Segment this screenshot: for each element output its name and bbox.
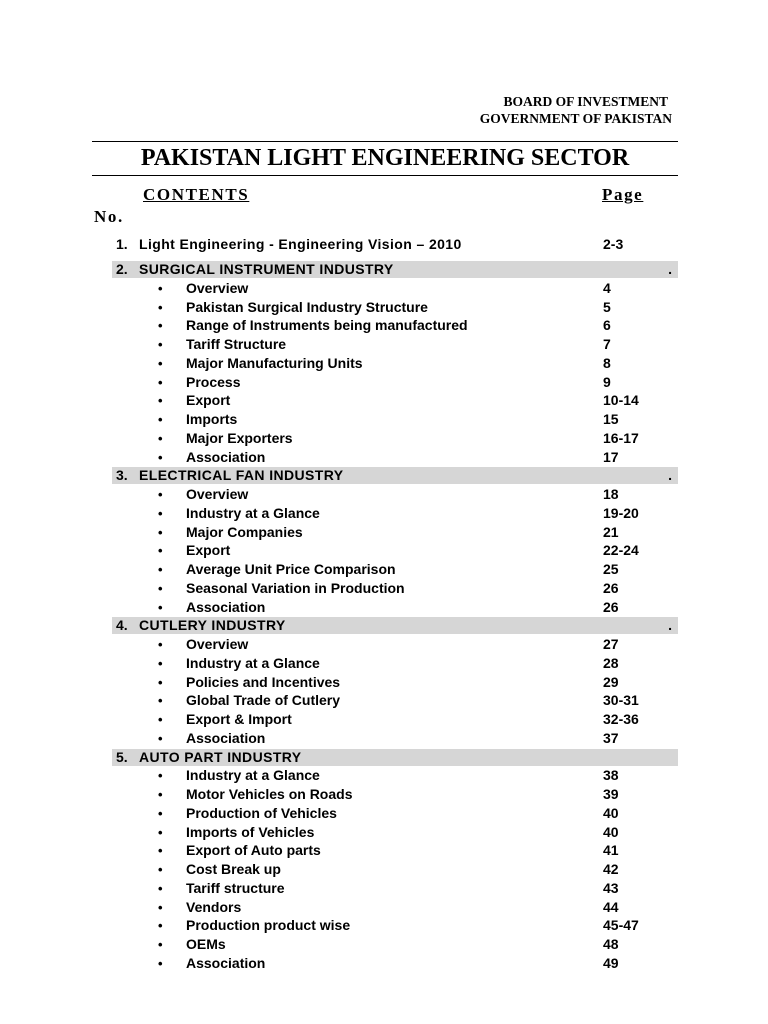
toc-section-row xyxy=(112,749,678,766)
toc-item-page: 41 xyxy=(603,842,619,859)
page-heading: Page xyxy=(602,185,644,204)
toc-item-page: 19-20 xyxy=(603,504,639,521)
toc-item-page: 42 xyxy=(603,861,619,877)
toc-item-page: 10-14 xyxy=(603,392,639,409)
toc-item-row xyxy=(112,767,678,784)
toc-item-label: Export xyxy=(186,392,231,409)
toc-item-page: 40 xyxy=(603,823,619,840)
toc-item-page: 7 xyxy=(603,336,611,352)
bullet-icon: • xyxy=(158,637,163,652)
toc-item-row xyxy=(112,411,678,428)
toc-item-row xyxy=(112,655,678,672)
page-title: PAKISTAN LIGHT ENGINEERING SECTOR xyxy=(140,145,630,171)
toc-item-label: Export of Auto parts xyxy=(186,842,321,859)
section-number: 1. xyxy=(116,236,128,252)
toc-item-row xyxy=(112,430,678,447)
toc-item-row xyxy=(112,336,678,353)
toc-item-label: Global Trade of Cutlery xyxy=(186,692,341,709)
toc-item-row xyxy=(112,486,678,503)
toc-item-page: 26 xyxy=(603,579,619,596)
section-number: 3. xyxy=(116,467,128,484)
toc-item-label: Process xyxy=(186,373,241,390)
toc-item-label: Major Exporters xyxy=(186,429,293,446)
bullet-icon: • xyxy=(158,543,163,559)
toc-item-page: 6 xyxy=(603,317,611,334)
toc-item-label: Export xyxy=(186,542,231,559)
toc-item-page: 28 xyxy=(603,654,619,671)
toc-item-page: 4 xyxy=(603,279,611,296)
toc-item-page: 8 xyxy=(603,354,611,371)
toc-item-label: Average Unit Price Comparison xyxy=(186,561,396,577)
toc-item-label: Imports of Vehicles xyxy=(186,823,315,840)
toc-item-label: Association xyxy=(186,954,266,971)
toc-item-page: 9 xyxy=(603,373,611,390)
bullet-icon: • xyxy=(158,674,163,690)
toc-item-row xyxy=(112,880,678,897)
org-line-2: GOVERNMENT OF PAKISTAN xyxy=(479,111,672,126)
bullet-icon: • xyxy=(158,862,163,877)
section-title: SURGICAL INSTRUMENT INDUSTRY xyxy=(139,261,394,277)
toc-item-row xyxy=(112,542,678,559)
bullet-icon: • xyxy=(158,487,163,502)
section-title: Light Engineering - Engineering Vision – 2010 xyxy=(139,236,462,252)
toc-item-label: Production product wise xyxy=(186,917,351,934)
toc-item-page: 49 xyxy=(603,954,619,971)
toc-item-row xyxy=(112,917,678,934)
toc-item-row xyxy=(112,317,678,334)
toc-item-label: Motor Vehicles on Roads xyxy=(186,786,353,802)
number-heading: No. xyxy=(94,207,124,226)
section-number: 4. xyxy=(116,617,128,634)
toc-item-page: 18 xyxy=(603,486,619,502)
toc-item-label: Major Companies xyxy=(186,523,303,540)
toc-item-page: 21 xyxy=(603,523,619,540)
toc-item-page: 44 xyxy=(603,898,619,915)
section-number: 2. xyxy=(116,261,128,277)
toc-item-row xyxy=(112,861,678,878)
toc-section-row xyxy=(112,617,678,634)
toc-item-row xyxy=(112,299,678,316)
toc-item-label: Overview xyxy=(186,486,249,502)
toc-item-label: Pakistan Surgical Industry Structure xyxy=(186,298,428,315)
toc-item-row xyxy=(112,449,678,466)
toc-item-row xyxy=(112,692,678,709)
bullet-icon: • xyxy=(158,505,163,521)
toc-item-label: Range of Instruments being manufactured xyxy=(186,317,468,334)
bullet-icon: • xyxy=(158,599,163,615)
toc-item-page: 43 xyxy=(603,879,619,896)
section-page: . xyxy=(668,261,672,277)
bullet-icon: • xyxy=(158,768,163,784)
bullet-icon: • xyxy=(158,824,163,840)
toc-item-row xyxy=(112,899,678,916)
toc-item-label: Policies and Incentives xyxy=(186,673,341,690)
toc-item-label: Association xyxy=(186,729,266,746)
section-page: 2-3 xyxy=(603,236,624,252)
bullet-icon: • xyxy=(158,899,163,915)
toc-item-row xyxy=(112,580,678,597)
contents-heading: CONTENTS xyxy=(143,185,250,204)
toc-item-label: Overview xyxy=(186,279,249,296)
bullet-icon: • xyxy=(158,805,163,821)
toc-item-page: 26 xyxy=(603,598,619,615)
section-page: . xyxy=(668,467,672,484)
toc-item-label: Imports xyxy=(186,411,238,427)
toc-item-page: 25 xyxy=(603,561,619,577)
toc-item-label: Industry at a Glance xyxy=(186,767,320,784)
bullet-icon: • xyxy=(158,712,163,727)
toc-item-row xyxy=(112,805,678,822)
toc-item-label: Industry at a Glance xyxy=(186,654,320,671)
toc-item-row xyxy=(112,524,678,541)
toc-item-page: 45-47 xyxy=(603,917,639,934)
toc-item-label: Vendors xyxy=(186,898,242,915)
org-line-1: BOARD OF INVESTMENT xyxy=(503,94,668,109)
toc-item-row xyxy=(112,636,678,653)
section-title: ELECTRICAL FAN INDUSTRY xyxy=(139,467,344,484)
toc-item-row xyxy=(112,674,678,691)
toc-item-row xyxy=(112,730,678,747)
section-title: CUTLERY INDUSTRY xyxy=(139,617,286,634)
bullet-icon: • xyxy=(158,937,163,952)
section-page: . xyxy=(668,617,672,634)
toc-item-page: 5 xyxy=(603,298,611,315)
toc-item-row xyxy=(112,355,678,372)
toc-item-label: OEMs xyxy=(186,936,226,952)
toc-item-label: Association xyxy=(186,448,266,465)
toc-item-row xyxy=(112,374,678,391)
toc-item-row xyxy=(112,280,678,297)
toc-item-page: 38 xyxy=(603,767,619,784)
toc-section-row xyxy=(112,261,678,278)
toc-section-row xyxy=(112,236,678,253)
toc-item-page: 29 xyxy=(603,673,619,690)
toc-item-page: 39 xyxy=(603,786,619,802)
toc-item-row xyxy=(112,392,678,409)
toc-section-row xyxy=(112,467,678,484)
toc-item-label: Tariff structure xyxy=(186,879,285,896)
bullet-icon: • xyxy=(158,355,163,371)
bullet-icon: • xyxy=(158,655,163,671)
toc-item-page: 27 xyxy=(603,636,619,652)
toc-item-row xyxy=(112,955,678,972)
toc-item-page: 32-36 xyxy=(603,711,639,727)
toc-item-page: 40 xyxy=(603,804,619,821)
bullet-icon: • xyxy=(158,843,163,859)
toc-item-row xyxy=(112,505,678,522)
bullet-icon: • xyxy=(158,580,163,596)
bullet-icon: • xyxy=(158,299,163,315)
toc-item-label: Export & Import xyxy=(186,711,292,727)
toc-item-page: 37 xyxy=(603,729,619,746)
bullet-icon: • xyxy=(158,449,163,465)
toc-item-label: Tariff Structure xyxy=(186,336,287,352)
toc-item-page: 22-24 xyxy=(603,542,639,559)
bullet-icon: • xyxy=(158,337,163,352)
bullet-icon: • xyxy=(158,693,163,709)
toc-item-page: 30-31 xyxy=(603,692,639,709)
bullet-icon: • xyxy=(158,524,163,540)
toc-item-row xyxy=(112,561,678,578)
toc-item-row xyxy=(112,824,678,841)
toc-item-row xyxy=(112,936,678,953)
bullet-icon: • xyxy=(158,430,163,446)
toc-item-row xyxy=(112,711,678,728)
toc-item-label: Association xyxy=(186,598,266,615)
bullet-icon: • xyxy=(158,918,163,934)
bullet-icon: • xyxy=(158,318,163,334)
toc-item-page: 16-17 xyxy=(603,429,639,446)
bullet-icon: • xyxy=(158,374,163,390)
toc-item-row xyxy=(112,842,678,859)
toc-item-label: Cost Break up xyxy=(186,861,281,877)
bullet-icon: • xyxy=(158,955,163,971)
section-title: AUTO PART INDUSTRY xyxy=(139,748,302,765)
bullet-icon: • xyxy=(158,393,163,409)
toc-item-row xyxy=(112,599,678,616)
toc-item-label: Overview xyxy=(186,636,249,652)
toc-item-page: 48 xyxy=(603,936,619,952)
section-number: 5. xyxy=(116,748,128,765)
toc-item-page: 15 xyxy=(603,411,619,427)
bullet-icon: • xyxy=(158,787,163,802)
toc-item-row xyxy=(112,786,678,803)
toc-item-label: Production of Vehicles xyxy=(186,804,337,821)
toc-item-label: Industry at a Glance xyxy=(186,504,320,521)
toc-item-page: 17 xyxy=(603,448,619,465)
bullet-icon: • xyxy=(158,280,163,296)
toc-item-label: Seasonal Variation in Production xyxy=(186,579,405,596)
bullet-icon: • xyxy=(158,880,163,896)
bullet-icon: • xyxy=(158,562,163,577)
toc-item-label: Major Manufacturing Units xyxy=(186,354,363,371)
bullet-icon: • xyxy=(158,412,163,427)
bullet-icon: • xyxy=(158,730,163,746)
